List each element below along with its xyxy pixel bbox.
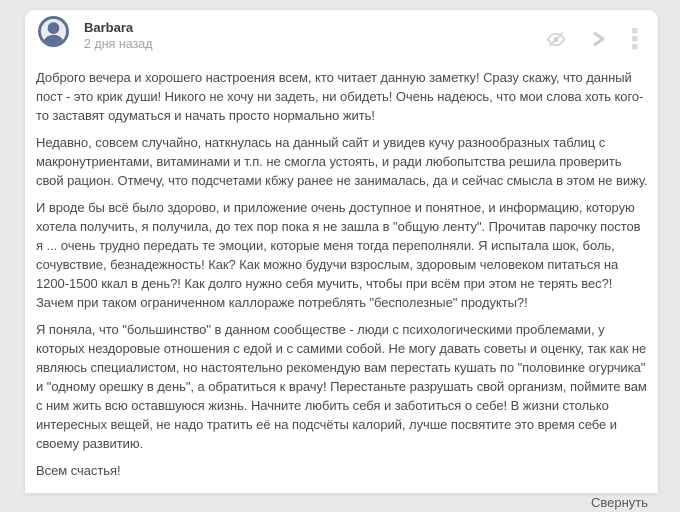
- post-header: [25, 10, 658, 52]
- post-meta: [84, 16, 153, 52]
- post-body: [25, 52, 658, 480]
- collapse-link[interactable]: Свернуть: [590, 495, 648, 510]
- post-footer: [25, 488, 658, 512]
- post-paragraph-3: И вроде бы всё было здорово, и приложение очень доступное и понятное, и информацию, которую хотела получить, я получила, до тех пор пока я не зашла в "общую ленту". Прочитав парочку постов я ... очень трудно передать те эмоции, которые меня тогда переполняли. Я испытала шок, боль, сочувствие, безнадежность! Как? Как можно будучи взрослым, здоровым человеком питаться на 1200-1500 ккал в день?! Как долго нужно себя мучить, чтобы при всём при этом не терять вес?! Зачем при таком ограниченном каллораже потреблять "бесполезные" продукты?!: [36, 200, 641, 310]
- chevron-right-icon[interactable]: [592, 31, 606, 47]
- eye-off-icon[interactable]: [546, 31, 566, 48]
- person-silhouette-icon: [38, 16, 69, 47]
- post-paragraph-2: Недавно, совсем случайно, наткнулась на данный сайт и увидев кучу разнообразных таблиц с макронутриентами, витаминами и т.п. не смогла устоять, и ради любопытства решила проверить свой рацион. Отмечу, что подсчетами кбжу ранее не занималась, да и сейчас смысла в этом не вижу.: [36, 135, 648, 188]
- post-card: [25, 10, 658, 510]
- author-name[interactable]: Barbara: [84, 20, 134, 35]
- kebab-menu-icon[interactable]: [632, 28, 638, 50]
- post-time: 2 дня назад: [84, 37, 153, 51]
- avatar[interactable]: [38, 16, 69, 47]
- post-paragraph-5: Всем счастья!: [36, 463, 121, 478]
- post-paragraph-4: Я поняла, что "большинство" в данном сообществе - люди с психологическими проблемами, у которых нездоровые отношения с едой и с самими собой. Не могу давать советы и оценку, так как не являюсь специалистом, но настоятельно рекомендую вам перестать кушать по "половинке огурчика" и "одному орешку в день", а обратиться к врачу! Перестаньте разрушать свой организм, поймите вам с ним жить всю оставшуюся жизнь. Начните любить себя и заботиться о себе! В жизни столько интересных вещей, не надо тратить её на подсчёты калорий, лучше посвятите это время себе и своему развитию.: [36, 322, 647, 451]
- post-actions: [546, 16, 638, 50]
- post-paragraph-1: Доброго вечера и хорошего настроения всем, кто читает данную заметку! Сразу скажу, что данный пост - это крик души! Никого не хочу ни задеть, ни обидеть! Очень надеюсь, что мои слова хоть кого-то заставят одуматься и начать просто нормально жить!: [36, 70, 644, 123]
